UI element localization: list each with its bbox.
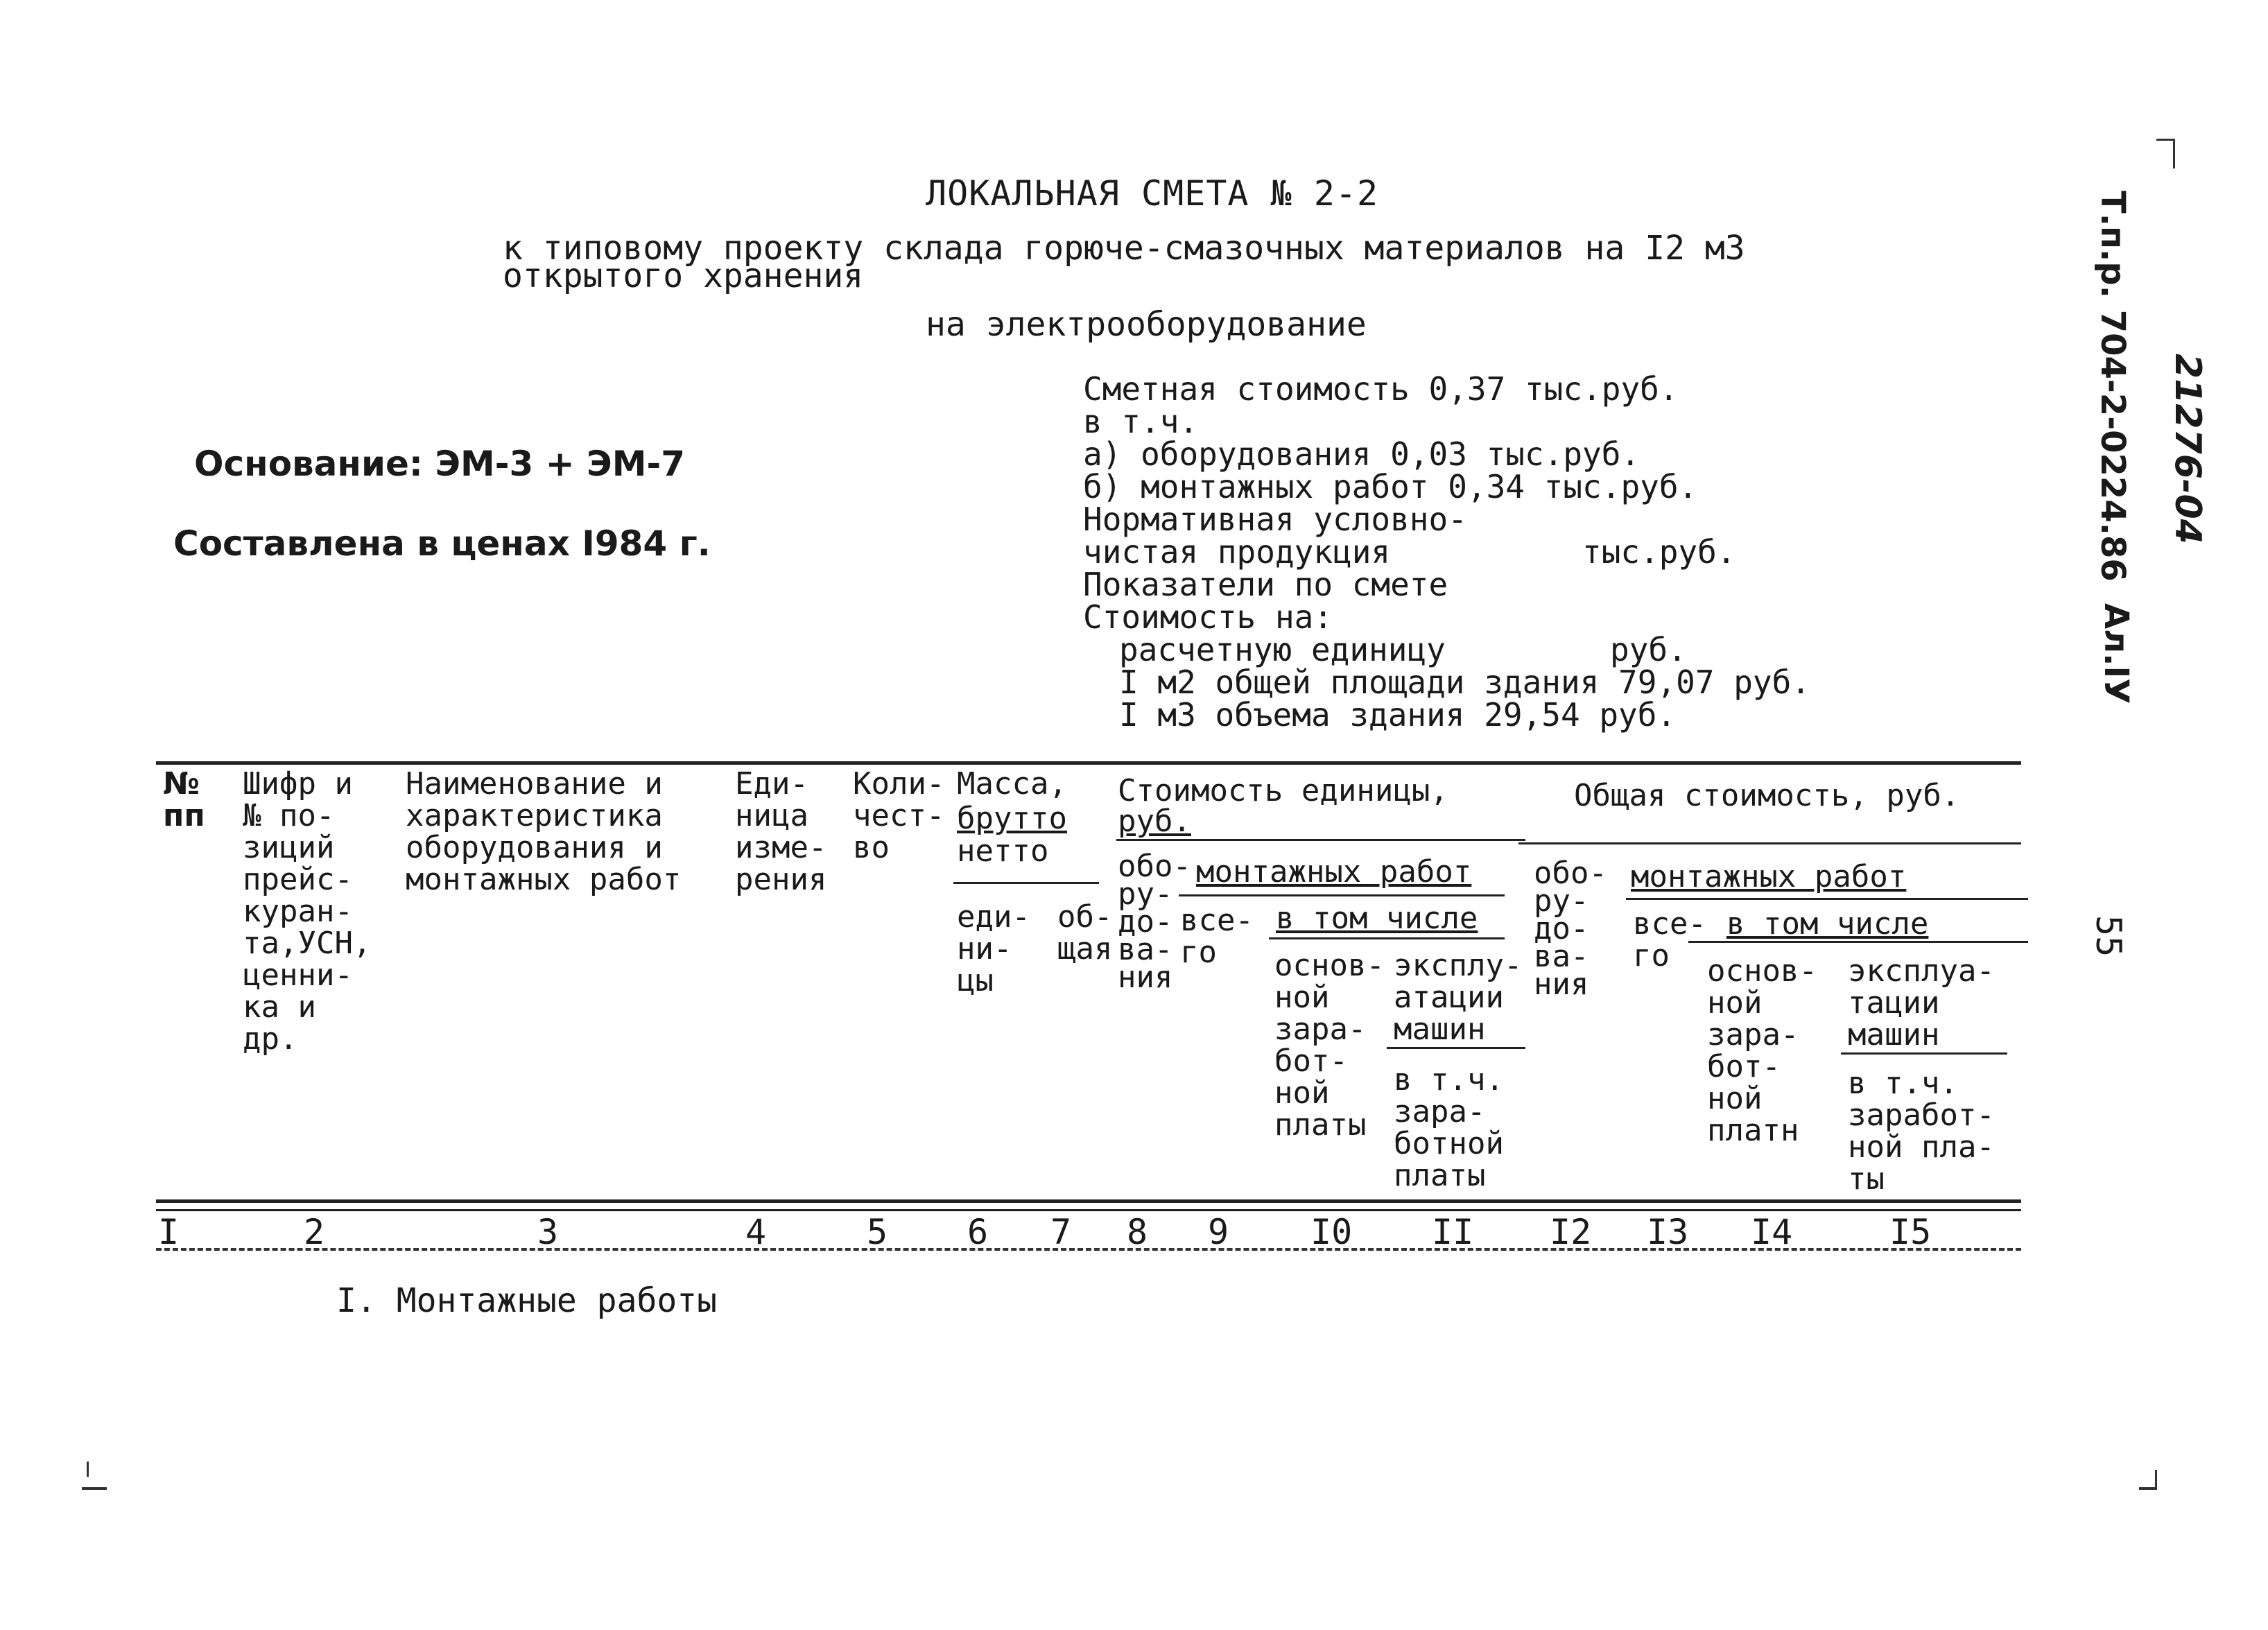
col-number-11: II [1432, 1212, 1474, 1252]
header-unit: Еди- ница изме- рения [735, 766, 827, 897]
binding-mark-right [2155, 1470, 2157, 1488]
header-bottom-rule-2 [156, 1209, 2021, 1211]
header-mass-gross: брутто [957, 801, 1067, 836]
header-bottom-rule [156, 1199, 2021, 1203]
summary-cost-per: Стоимость на: [1083, 598, 1333, 636]
rule-mass [953, 882, 1099, 884]
header-machine-wage: в т.ч. зара- ботной платы [1394, 1062, 1504, 1193]
summary-per-m2: I м2 общей площади здания 79,07 руб. [1119, 664, 1810, 701]
col-number-13: I3 [1647, 1212, 1689, 1252]
rule-install-2 [1626, 898, 2028, 900]
summary-net-product-unit: тыс.руб. [1582, 533, 1736, 571]
col-number-15: I5 [1889, 1212, 1932, 1252]
col-number-12: I2 [1550, 1212, 1592, 1252]
header-machine: эксплу- атации машин [1394, 948, 1523, 1047]
summary-indicators: Показатели по смете [1083, 566, 1448, 603]
header-mass: Масса, [957, 766, 1067, 801]
header-unit-cost-rub: руб. [1118, 804, 1191, 839]
col-number-8: 8 [1127, 1212, 1148, 1252]
col-number-3: 3 [537, 1212, 559, 1252]
col-number-5: 5 [867, 1212, 888, 1252]
col-number-9: 9 [1208, 1212, 1229, 1252]
page-number: 55 [2088, 915, 2129, 957]
header-total-cost: Общая стоимость, руб. [1574, 778, 1960, 813]
summary-including: в т.ч. [1083, 403, 1199, 440]
numbers-bottom-rule [156, 1248, 2021, 1251]
header-equipment-2: обо- ру- до- ва- ния [1534, 856, 1607, 1002]
sheet-number: Ал.IУ [2097, 603, 2136, 704]
header-machine-2: эксплуа- тации машин [1848, 953, 1995, 1052]
subtitle-line-1: к типовому проекту склада горюче-смазочных материалов на I2 м3 [503, 229, 1745, 268]
basis-text: Основание: ЭМ-3 + ЭМ-7 [194, 444, 686, 484]
summary-block [1083, 370, 1860, 740]
col-number-1: I [158, 1212, 180, 1252]
header-base-wage-2: основ- ной зара- бот- ной платн [1707, 953, 1817, 1148]
summary-estimated-cost: Сметная стоимость 0,37 тыс.руб. [1083, 370, 1679, 408]
header-quantity: Коли- чест- во [853, 766, 945, 865]
col-number-6: 6 [967, 1212, 989, 1252]
rule-unit-cost [1116, 839, 1525, 841]
header-no: № пп [163, 766, 205, 833]
subtitle-line-2: открытого хранения [503, 257, 864, 295]
header-code: Шифр и № по- зиций прейс- куран- та,УСН, ценни- ка и др. [243, 766, 372, 1057]
summary-equipment: а) оборудования 0,03 тыс.руб. [1083, 435, 1641, 473]
header-machine-wage-2: в т.ч. заработ- ной пла- ты [1848, 1066, 1995, 1197]
col-number-10: I0 [1310, 1212, 1353, 1252]
col-number-4: 4 [745, 1212, 767, 1252]
header-install-incl-2: в том числе [1726, 906, 1929, 942]
rule-machine-1 [1387, 1047, 1525, 1049]
header-installation: монтажных работ [1196, 854, 1472, 890]
rule-install-1 [1179, 894, 1505, 896]
header-base-wage: основ- ной зара- бот- ной платы [1274, 948, 1385, 1143]
table-top-rule [156, 761, 2021, 765]
summary-calc-unit: расчетную единицу [1119, 631, 1446, 668]
header-unit-cost: Стоимость единицы, [1118, 773, 1448, 808]
rule-total-cost [1518, 842, 2021, 844]
header-mass-total: об- щая [1057, 899, 1113, 966]
project-code-vertical: Т.п.р. 704-2-0224.86 [2093, 191, 2132, 582]
header-install-all-2: все- го [1633, 906, 1706, 973]
summary-net-product: чистая продукция [1083, 533, 1391, 571]
section-heading: I. Монтажные работы [336, 1281, 718, 1320]
handwritten-number: 21276-04 [2167, 354, 2208, 544]
header-mass-net: нетто [957, 833, 1049, 869]
header-equipment: обо- ру- до- ва- ния [1118, 849, 1191, 995]
summary-per-m3: I м3 объема здания 29,54 руб. [1119, 696, 1677, 734]
binding-mark-left [87, 1462, 89, 1477]
header-installation-2: монтажных работ [1631, 859, 1907, 894]
summary-installation: б) монтажных работ 0,34 тыс.руб. [1083, 468, 1698, 505]
header-install-incl: в том числе [1276, 901, 1478, 936]
summary-calc-unit-rub: руб. [1610, 631, 1687, 668]
col-number-2: 2 [304, 1212, 325, 1252]
header-mass-unit: еди- ни- цы [957, 899, 1030, 998]
header-install-all: все- го [1180, 903, 1254, 970]
document-title: ЛОКАЛЬНАЯ СМЕТА № 2-2 [926, 173, 1379, 214]
binding-mark-left-base [82, 1487, 107, 1490]
estimate-subject: на электрооборудование [926, 305, 1367, 344]
prices-year-text: Составлена в ценах I984 г. [173, 523, 711, 564]
summary-normative: Нормативная условно- [1083, 501, 1467, 538]
col-number-7: 7 [1050, 1212, 1072, 1252]
rule-incl-1 [1269, 937, 1505, 939]
binding-mark-right-base [2139, 1487, 2157, 1490]
col-number-14: I4 [1751, 1212, 1793, 1252]
header-name: Наименование и характеристика оборудования и монтажных работ [406, 766, 682, 897]
rule-machine-2 [1841, 1052, 2007, 1055]
corner-mark [2156, 139, 2175, 168]
